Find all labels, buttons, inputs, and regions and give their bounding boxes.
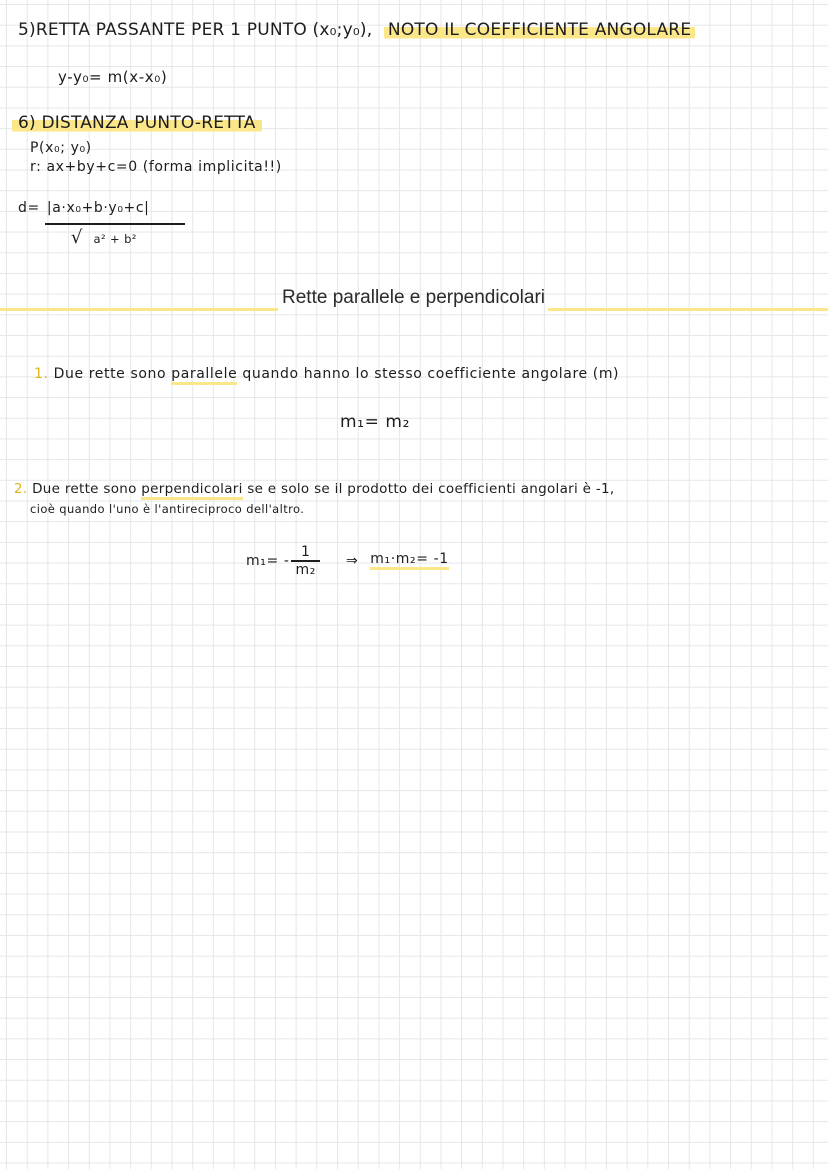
- fraction-bar: [45, 223, 185, 225]
- product-of-slopes: m₁·m₂= -1: [370, 551, 449, 570]
- divider-right: [548, 308, 828, 311]
- distance-denominator: a² + b²: [93, 231, 137, 246]
- distance-numerator: |a·x₀+b·y₀+c|: [46, 200, 150, 216]
- perpendicular-text-start: Due rette sono: [32, 481, 137, 497]
- point-slope-formula: y-y₀= m(x-x₀): [58, 68, 168, 86]
- fraction-numerator: 1: [300, 544, 311, 560]
- distance-label: d=: [18, 200, 40, 216]
- square-root-sign: √: [70, 226, 83, 248]
- perpendicular-rule: [14, 481, 615, 497]
- distance-fraction: [45, 200, 185, 248]
- perpendicular-keyword: perpendicolari: [141, 481, 242, 500]
- parallel-rule: [34, 366, 619, 382]
- point-definition: P(x₀; y₀): [30, 140, 92, 156]
- section-5-heading: [18, 20, 695, 40]
- section-5-title-highlight: NOTO IL COEFFICIENTE ANGOLARE: [384, 20, 695, 40]
- perpendicular-rule-line2: cioè quando l'uno è l'antireciproco dell'altro.: [30, 502, 305, 516]
- line-definition: r: ax+by+c=0 (forma implicita!!): [30, 159, 282, 175]
- divider-left: [0, 308, 278, 311]
- section-6-title: 6) DISTANZA PUNTO-RETTA: [12, 113, 262, 133]
- parallel-text-end: quando hanno lo stesso coefficiente angolare (m): [242, 366, 620, 382]
- fraction-denominator: m₂: [295, 561, 316, 578]
- distance-formula: [18, 200, 185, 248]
- section-title: Rette parallele e perpendicolari: [282, 287, 545, 308]
- section-5-title: 5)RETTA PASSANTE PER 1 PUNTO (x₀;y₀),: [18, 20, 373, 40]
- perpendicular-formula: [246, 544, 449, 578]
- slope-relation-left: m₁= -: [246, 552, 290, 569]
- parallel-formula: m₁= m₂: [340, 412, 410, 432]
- item-number-2: 2.: [14, 481, 28, 497]
- parallel-keyword: parallele: [171, 366, 237, 385]
- perpendicular-text-end: se e solo se il prodotto dei coefficienti angolari è -1,: [247, 481, 615, 497]
- implies-arrow: ⇒: [345, 552, 359, 569]
- parallel-text-start: Due rette sono: [53, 366, 167, 382]
- antireciprocal-fraction: [291, 544, 319, 578]
- item-number-1: 1.: [34, 366, 49, 382]
